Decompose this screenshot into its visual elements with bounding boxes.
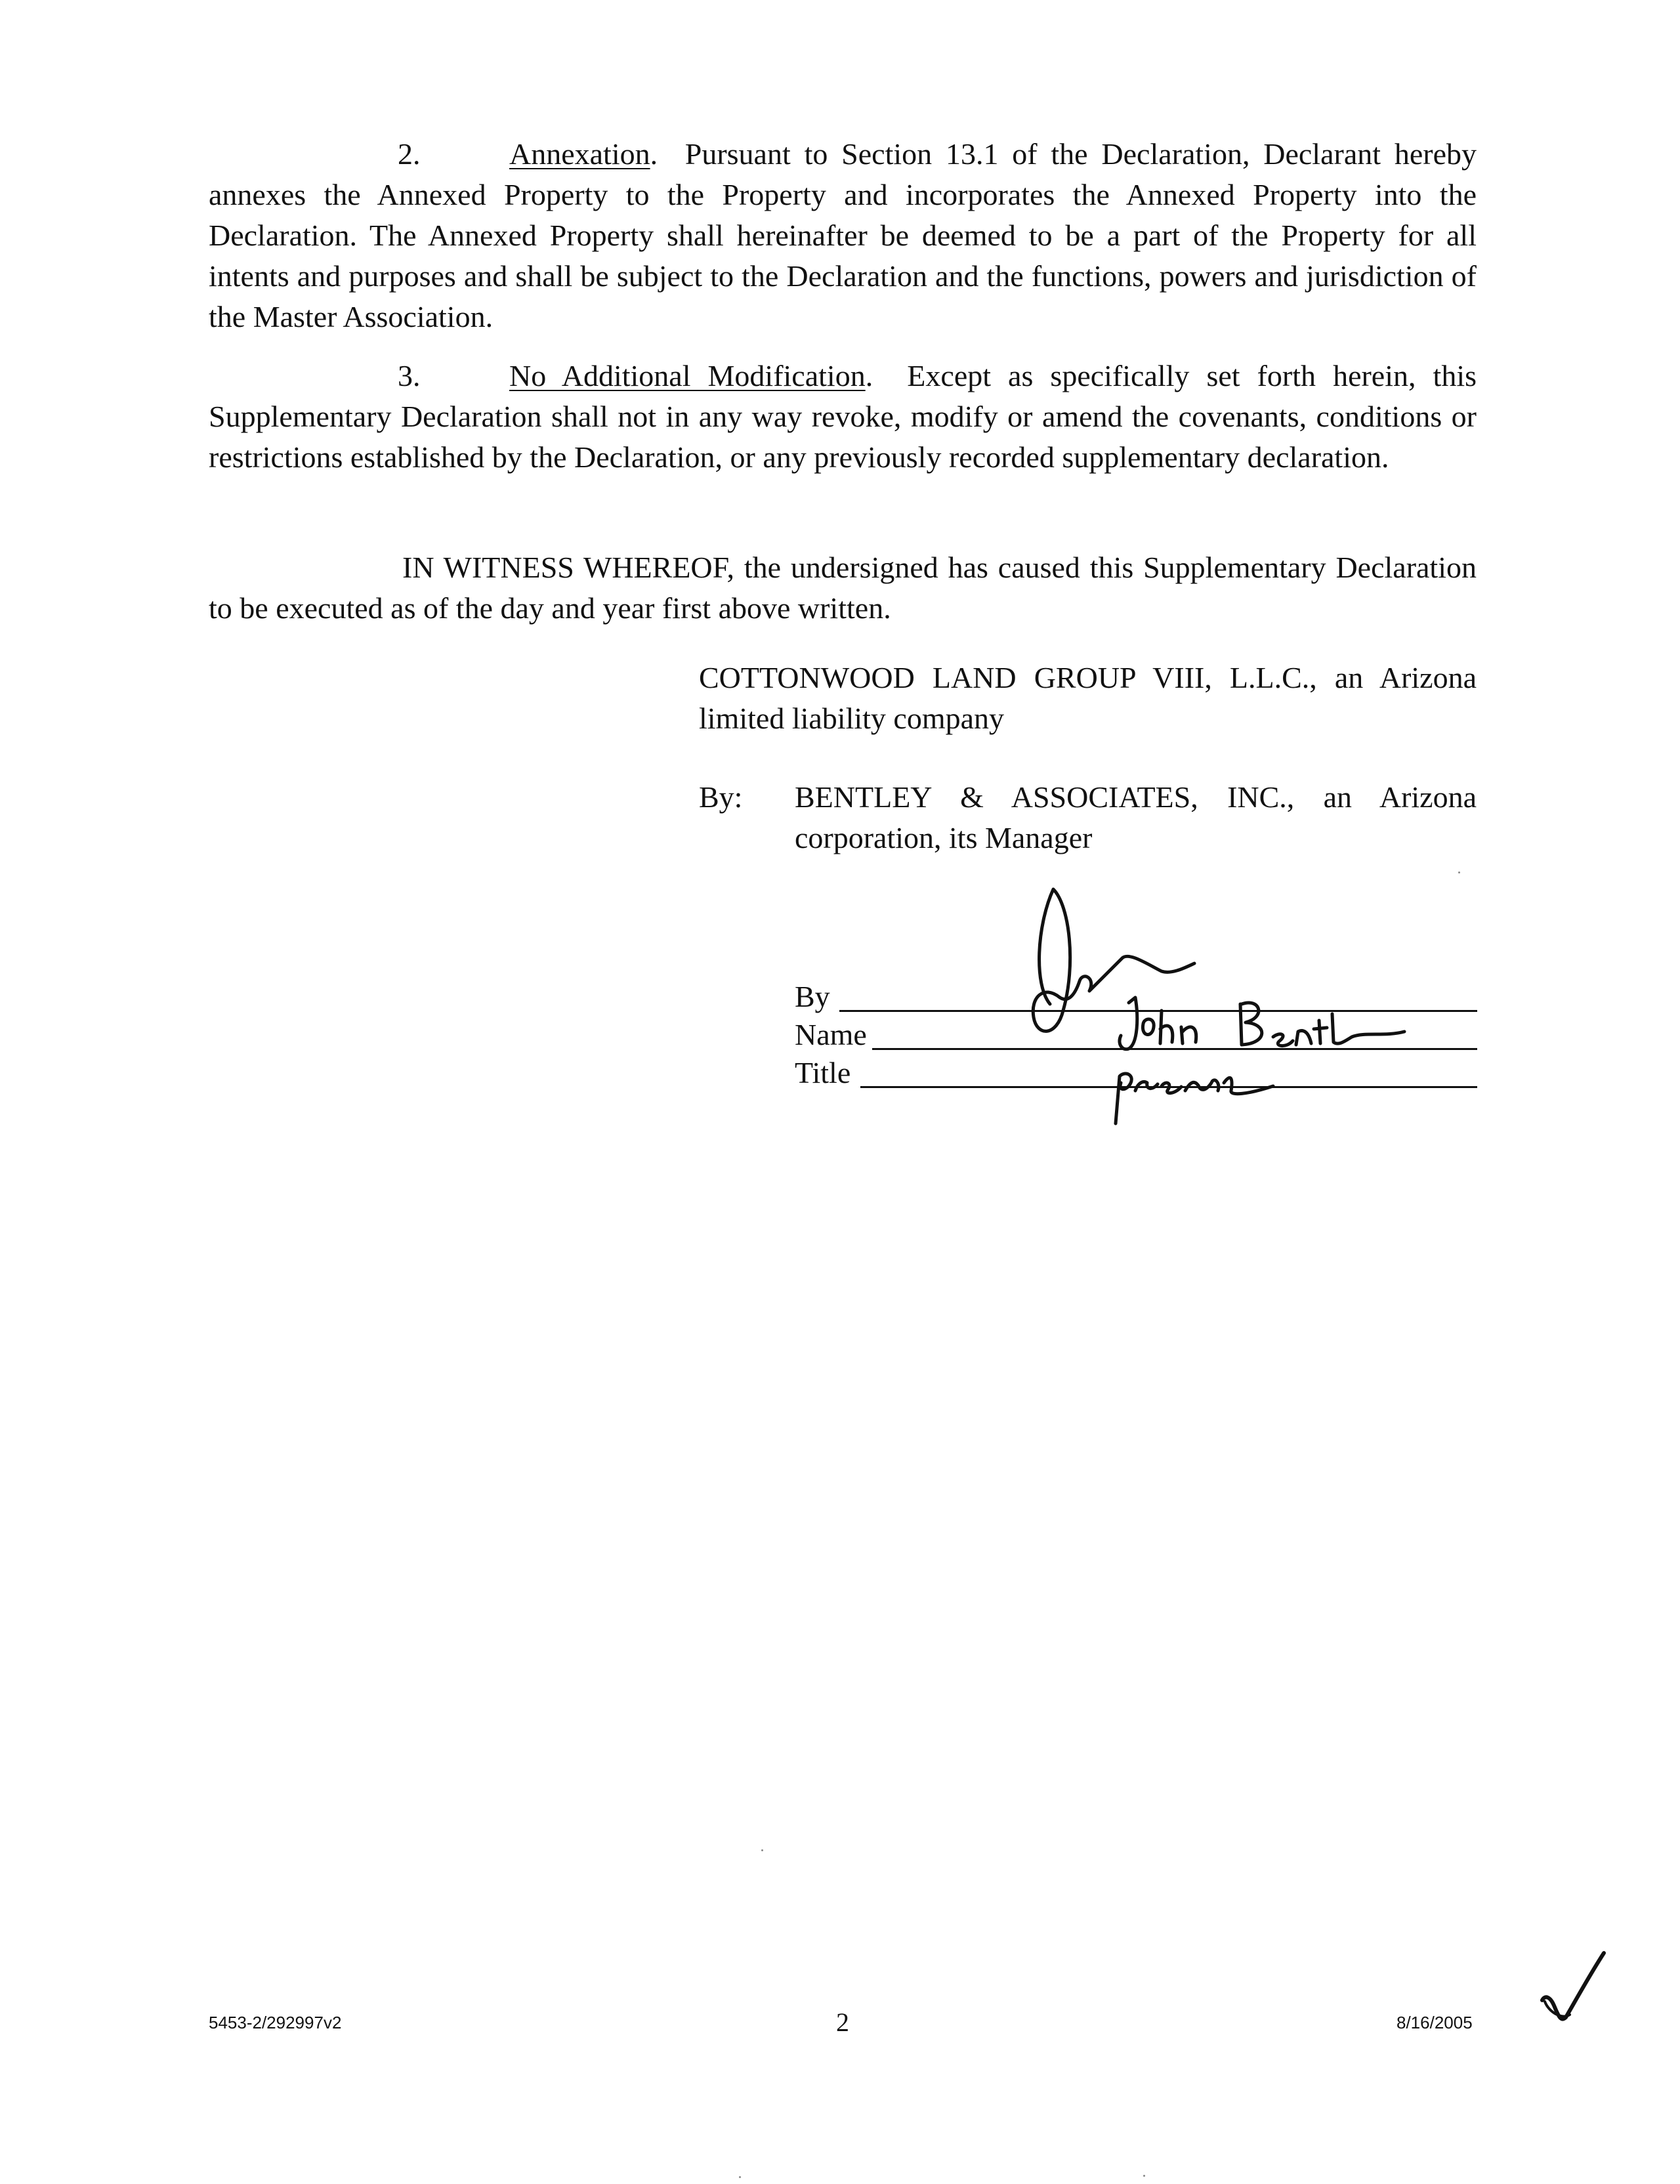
section-2-paragraph: 2. Annexation. Pursuant to Section 13.1 of the Declaration, Declarant hereby annexes the Annexed Property to the Property and incorporates the Annexed Property into the Declaration. The Annexed Property shall hereinafter be deemed to be a part of the Property for all intents and purposes and shall be subject to the Declaration and the functions, powers and jurisdiction of the Master Association. — [209, 134, 1477, 337]
manager-name: BENTLEY & ASSOCIATES, INC., an Arizona corporation, its Manager — [795, 780, 1477, 854]
company-name: COTTONWOOD LAND GROUP VIII, L.L.C., an Arizona limited liability company — [699, 661, 1477, 735]
scan-speck — [761, 1849, 763, 1851]
checkmark-icon — [1536, 1949, 1608, 2034]
witness-paragraph — [209, 547, 1477, 629]
section-2-heading: Annexation — [509, 137, 650, 171]
signature-by-label: By — [795, 980, 830, 1013]
footer-date: 8/16/2005 — [1396, 2013, 1473, 2032]
scan-speck — [1458, 872, 1460, 873]
witness-text: IN WITNESS WHEREOF, the undersigned has caused this Supplementary Declaration to be executed as of the day and year first above written. — [209, 551, 1477, 625]
page-number: 2 — [836, 2007, 849, 2037]
section-3-paragraph: 3. No Additional Modification. Except as specifically set forth herein, this Supplementary Declaration shall not in any way revoke, modify or amend the covenants, conditions or restrictions established by the Declaration, or any previously recorded supplementary declaration. — [209, 356, 1477, 478]
signature-title-label: Title — [795, 1056, 851, 1089]
signature-name-label: Name — [795, 1018, 867, 1051]
scan-speck — [1143, 2175, 1145, 2177]
section-2-text: Pursuant to Section 13.1 of the Declaration, Declarant hereby annexes the Annexed Property to the Property and incorporates the Annexed Property into the Declaration. The Annexed Property shall hereinafter be deemed to be a part of the Property for all intents and purposes and shall be subject to the Declaration and the functions, powers and jurisdiction of the Master Association. — [209, 137, 1477, 333]
section-3-number: 3. — [398, 359, 421, 392]
scan-speck — [739, 2176, 741, 2178]
section-3-heading: No Additional Modification — [509, 359, 866, 392]
section-2-number: 2. — [398, 137, 421, 171]
handwritten-signature — [998, 886, 1457, 1135]
section-3-text: Except as specifically set forth herein, this Supplementary Declaration shall not in any way revoke, modify or amend the covenants, conditions or restrictions established by the Declaration, or any previously recorded supplementary declaration. — [209, 359, 1477, 474]
by-label: By: — [699, 780, 743, 814]
footer-doc-id: 5453-2/292997v2 — [209, 2013, 342, 2032]
